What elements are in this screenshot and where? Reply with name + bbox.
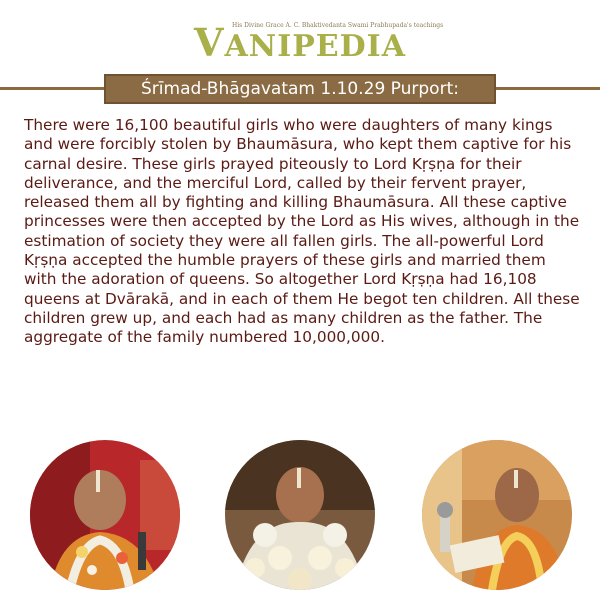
logo-wordmark [0,20,600,66]
verse-reference-banner: Śrīmad-Bhāgavatam 1.10.29 Purport: [104,74,496,104]
logo-tagline: His Divine Grace A. C. Bhaktivedanta Swami Prabhupada's teachings [232,22,444,29]
divider-right [492,87,600,90]
vanipedia-logo [0,10,600,65]
prabhupada-photo-1 [30,440,180,590]
logo-wordmark-rest: ANIPEDIA [224,29,406,64]
purport-text: There were 16,100 beautiful girls who were daughters of many kings and were forcibly stolen by Bhaumāsura, who kept them captive for his carnal desire. These girls prayed piteously to Lord Kṛṣṇa for their deliverance, and the merciful Lord, called by their fervent prayer, released them all by fighting and killing Bhaumāsura. All these captive princesses were then accepted by the Lord as His wives, although in the estimation of society they were all fallen girls. The all-powerful Lord Kṛṣṇa accepted the humble prayers of these girls and married them with the adoration of queens. So altogether Lord Kṛṣṇa had 16,108 queens at Dvārakā, and in each of them He begot ten children. All these children grew up, and each had as many children as the father. The aggregate of the family numbered 10,000,000. [24,116,580,347]
divider-left [0,87,108,90]
prabhupada-photo-2 [225,440,375,590]
logo-wordmark-first: V [194,20,225,65]
prabhupada-photo-3 [422,440,572,590]
